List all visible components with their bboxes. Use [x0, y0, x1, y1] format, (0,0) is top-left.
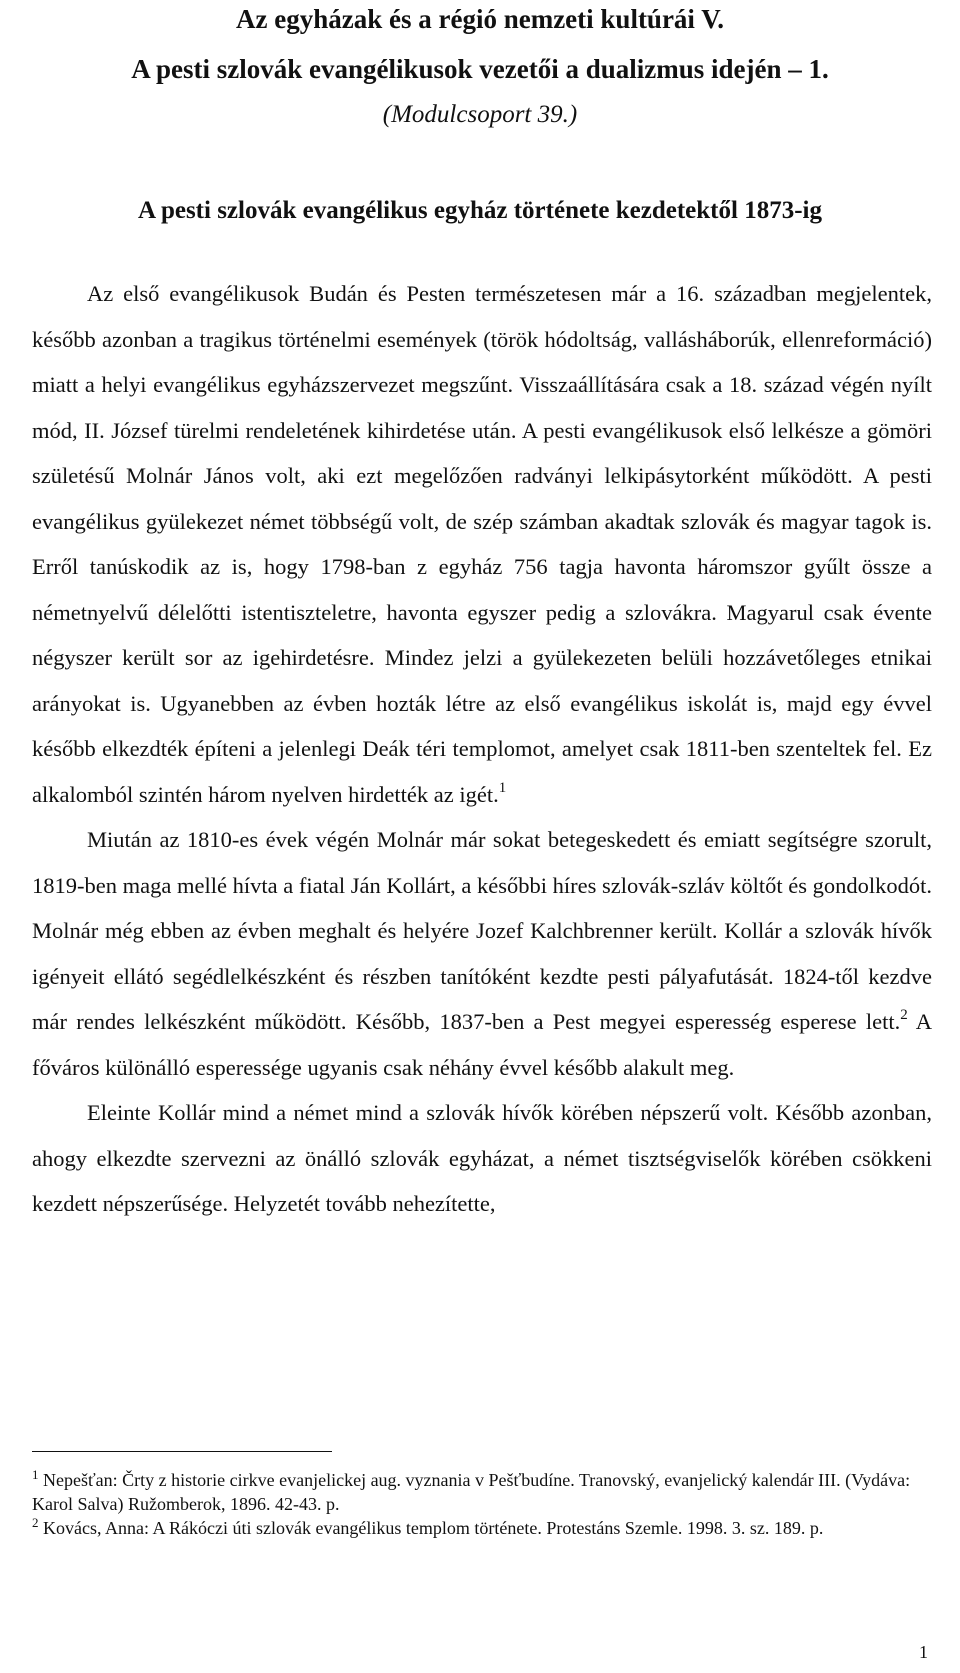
- footnote-ref-1[interactable]: 1: [498, 779, 507, 796]
- paragraph-text: Miután az 1810-es évek végén Molnár már sokat betegeskedett és emiatt segítségre szorult, 1819-ben maga mellé hívta a fiatal Ján Kollárt, a későbbi híres szlovák-szláv költőt és gondolkodót. Molnár még ebben az évben meghalt és helyére Jozef Kalchbrenner került. Kollár a szlovák hívők igényeit ellátó segédlelkészként és részben tanítóként kezdte pesti pályafutását. 1824-től kezdve már rendes lelkészként működött. Később, 1837-ben a Pest megyei esperesség esperese lett.: [32, 827, 932, 1034]
- paragraph-text: Eleinte Kollár mind a német mind a szlovák hívők körében népszerű volt. Később azonban, ahogy elkezdte szervezni az önálló szlovák egyházat, a német tisztségviselők körében csökkeni kezdett népszerűsége. Helyzetét tovább nehezítette,: [32, 1100, 932, 1216]
- page-number: 1: [919, 1642, 928, 1662]
- footnote-text: Kovács, Anna: A Rákóczi úti szlovák evangélikus templom története. Protestáns Szemle. 1998. 3. sz. 189. p.: [43, 1518, 824, 1538]
- title-block: [0, 0, 960, 136]
- document-title: Az egyházak és a régió nemzeti kultúrái V.: [236, 4, 724, 34]
- section-title: A pesti szlovák evangélikus egyház története kezdetektől 1873-ig: [138, 197, 822, 224]
- paragraph-text: Az első evangélikusok Budán és Pesten természetesen már a 16. században megjelentek, később azonban a tragikus történelmi események (török hódoltság, vallásháborúk, ellenreformáció) miatt a helyi evangélikus egyházszervezet megszűnt. Visszaállítására csak a 18. század végén nyílt mód, II. József türelmi rendeletének kihirdetése után. A pesti evangélikusok első lelkésze a gömöri születésű Molnár János volt, aki ezt megelőzően radványi lelkipásytorként működött. A pesti evangélikus gyülekezet német többségű volt, de szép számban akadtak szlovák és magyar tagok is. Erről tanúskodik az is, hogy 1798-ban z egyház 756 tagja havonta háromszor gyűlt össze a németnyelvű délelőtti istentiszteletre, havonta egyszer pedig a szlovákra. Magyarul csak évente négyszer került sor az igehirdetésre. Mindez jelzi a gyülekezeten belüli hozzávetőleges etnikai arányokat is. Ugyanebben az évben hozták létre az első evangélikus iskolát is, majd egy évvel később elkezdték építeni a jelenlegi Deák téri templomot, amelyet csak 1811-ben szenteltek fel. Ez alkalomból szintén három nyelven hirdették az igét.: [32, 281, 932, 807]
- module-label: (Modulcsoport 39.): [382, 101, 578, 128]
- footnote-number: 2: [32, 1515, 39, 1530]
- footnote-text: Nepešťan: Črty z historie cirkve evanjelickej aug. vyznania v Pešťbudíne. Tranovský, evanjelický kalendár III. (Vydáva: Karol Salva) Ružomberok, 1896. 42-43. p.: [32, 1470, 911, 1514]
- footnote-divider: [32, 1451, 332, 1452]
- paragraph-1: [32, 271, 932, 817]
- paragraph-2: [32, 817, 932, 1090]
- paragraph-text-continued: A főváros különálló esperessége ugyanis csak néhány évvel később alakult meg.: [32, 1009, 932, 1080]
- footnote-2: [32, 1516, 932, 1540]
- footnote-ref-2[interactable]: 2: [900, 1007, 908, 1023]
- footnote-number: 1: [32, 1467, 39, 1482]
- footnote-1: [32, 1468, 932, 1516]
- paragraph-3: [32, 1090, 932, 1227]
- body-text: [32, 271, 932, 1227]
- footnotes: [32, 1468, 932, 1540]
- document-subtitle: A pesti szlovák evangélikusok vezetői a dualizmus idején – 1.: [131, 54, 829, 84]
